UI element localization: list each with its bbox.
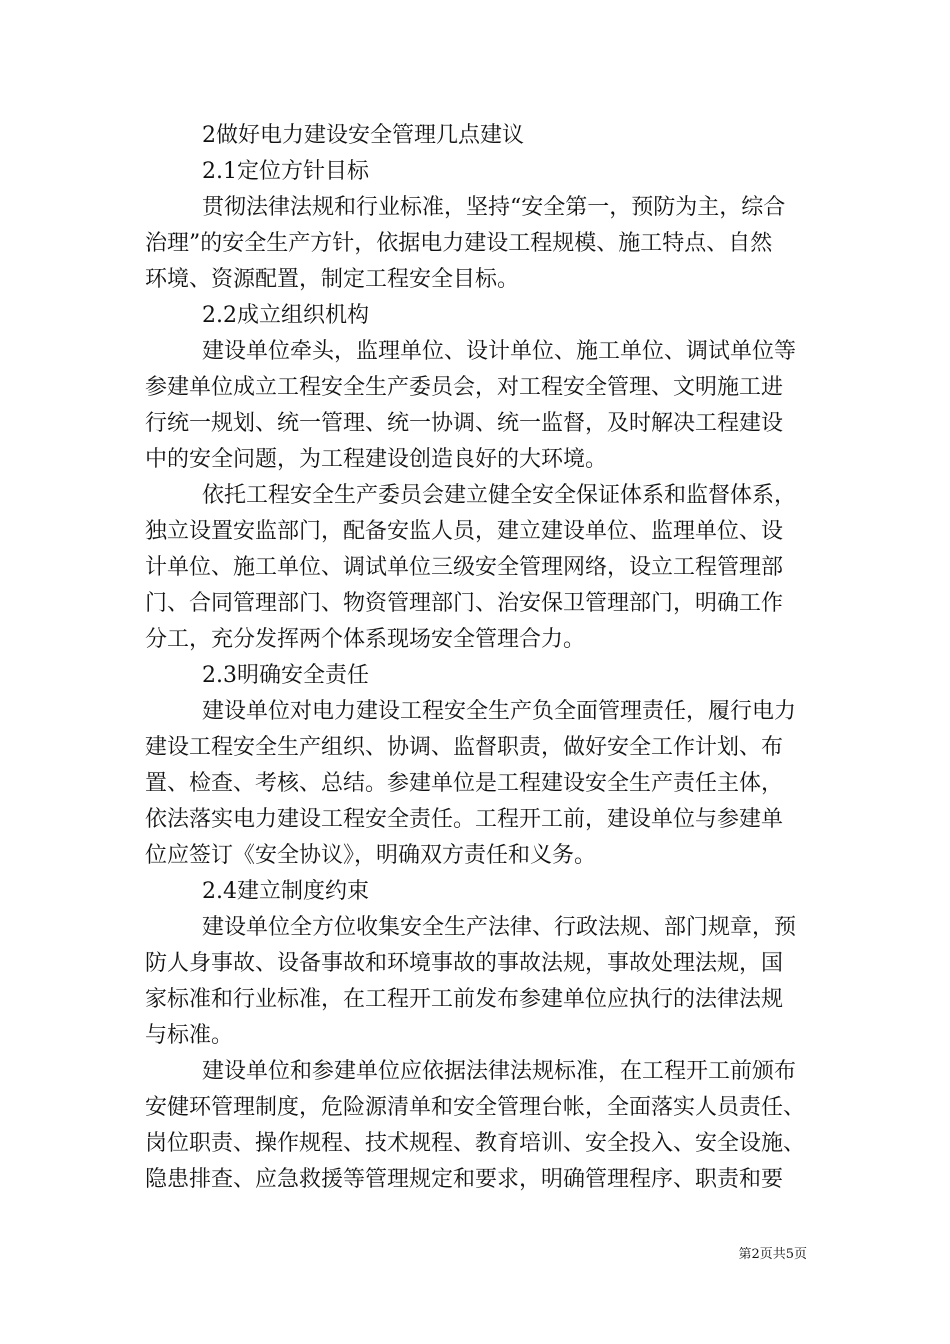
paragraph-line: 参建单位成立工程安全生产委员会，对工程安全管理、文明施工进: [145, 375, 784, 400]
paragraph-line: 计单位、施工单位、调试单位三级安全管理网络，设立工程管理部: [145, 555, 784, 580]
paragraph-line: 环境、资源配置，制定工程安全目标。: [145, 267, 520, 292]
paragraph-line: 治理”的安全生产方针，依据电力建设工程规模、施工特点、自然: [145, 231, 773, 256]
page-number: 第2页共5页: [738, 1247, 807, 1262]
paragraph-line: 位应签订《安全协议》，明确双方责任和义务。: [145, 843, 597, 868]
paragraph-line: 建设单位全方位收集安全生产法律、行政法规、部门规章，预: [202, 915, 797, 940]
paragraph-line: 与标准。: [145, 1023, 234, 1048]
paragraph-line: 建设单位对电力建设工程安全生产负全面管理责任，履行电力: [202, 699, 797, 724]
paragraph-line: 岗位职责、操作规程、技术规程、教育培训、安全投入、安全设施、: [145, 1131, 806, 1156]
paragraph-line: 依法落实电力建设工程安全责任。工程开工前，建设单位与参建单: [145, 807, 784, 832]
paragraph-line: 建设单位和参建单位应依据法律法规标准，在工程开工前颁布: [202, 1059, 797, 1084]
paragraph-line: 建设单位牵头，监理单位、设计单位、施工单位、调试单位等: [202, 339, 797, 364]
paragraph-line: 贯彻法律法规和行业标准，坚持“安全第一，预防为主，综合: [202, 195, 786, 220]
section-heading: 2.2成立组织机构: [202, 303, 369, 328]
paragraph-line: 隐患排查、应急救援等管理规定和要求，明确管理程序、职责和要: [145, 1167, 784, 1192]
section-heading: 2.1定位方针目标: [202, 159, 369, 184]
paragraph-line: 分工，充分发挥两个体系现场安全管理合力。: [145, 627, 586, 652]
paragraph-line: 防人身事故、设备事故和环境事故的事故法规，事故处理法规，国: [145, 951, 784, 976]
paragraph-line: 置、检查、考核、总结。参建单位是工程建设安全生产责任主体，: [145, 771, 784, 796]
section-heading: 2.4建立制度约束: [202, 879, 369, 904]
paragraph-line: 家标准和行业标准，在工程开工前发布参建单位应执行的法律法规: [145, 987, 784, 1012]
paragraph-line: 中的安全问题，为工程建设创造良好的大环境。: [145, 447, 608, 472]
paragraph-line: 安健环管理制度，危险源清单和安全管理台帐，全面落实人员责任、: [145, 1095, 806, 1120]
section-heading: 2做好电力建设安全管理几点建议: [202, 123, 524, 148]
paragraph-line: 建设工程安全生产组织、协调、监督职责，做好安全工作计划、布: [145, 735, 784, 760]
document-body: [145, 118, 810, 1198]
section-heading: 2.3明确安全责任: [202, 663, 369, 688]
paragraph-line: 独立设置安监部门，配备安监人员，建立建设单位、监理单位、设: [145, 519, 784, 544]
paragraph-line: 行统一规划、统一管理、统一协调、统一监督，及时解决工程建设: [145, 411, 784, 436]
paragraph-line: 门、合同管理部门、物资管理部门、治安保卫管理部门，明确工作: [145, 591, 784, 616]
paragraph-line: 依托工程安全生产委员会建立健全安全保证体系和监督体系，: [202, 483, 797, 508]
